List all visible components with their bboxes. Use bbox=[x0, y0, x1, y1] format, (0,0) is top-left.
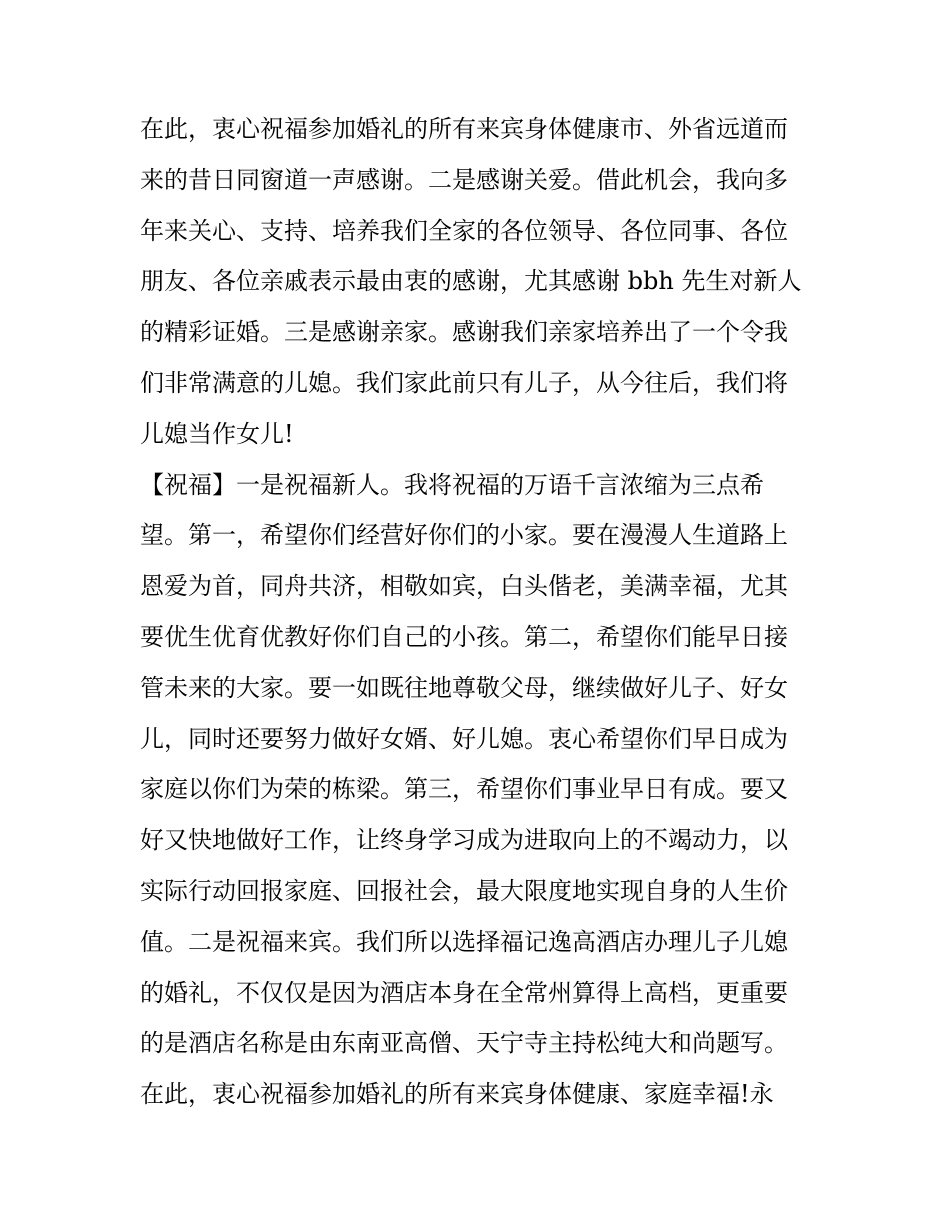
text-line: 实际行动回报家庭、回报社会，最大限度地实现自身的人生价 bbox=[140, 876, 788, 905]
text-line: 好又快地做好工作，让终身学习成为进取向上的不竭动力，以 bbox=[140, 826, 788, 855]
text-line: 年来关心、支持、培养我们全家的各位领导、各位同事、各位 bbox=[140, 216, 788, 245]
text-line: 儿，同时还要努力做好女婿、好儿媳。衷心希望你们早日成为 bbox=[140, 724, 788, 753]
text-line: 在此，衷心祝福参加婚礼的所有来宾身体健康、家庭幸福!永 bbox=[140, 1080, 774, 1109]
text-line: 管未来的大家。要一如既往地尊敬父母，继续做好儿子、好女 bbox=[140, 673, 788, 702]
text-line: 望。第一，希望你们经营好你们的小家。要在漫漫人生道路上 bbox=[140, 521, 788, 550]
text-line: 来的昔日同窗道一声感谢。二是感谢关爱。借此机会，我向多 bbox=[140, 165, 788, 194]
text-line: 的婚礼，不仅仅是因为酒店本身在全常州算得上高档，更重要 bbox=[140, 978, 788, 1007]
text-line: 恩爱为首，同舟共济，相敬如宾，白头偕老，美满幸福，尤其 bbox=[140, 572, 788, 601]
text-line: 要优生优育优教好你们自己的小孩。第二，希望你们能早日接 bbox=[140, 622, 788, 651]
text-line: 在此，衷心祝福参加婚礼的所有来宾身体健康市、外省远道而 bbox=[140, 115, 788, 143]
text-line: 的精彩证婚。三是感谢亲家。感谢我们亲家培养出了一个令我 bbox=[140, 318, 788, 347]
text-line: 家庭以你们为荣的栋梁。第三，希望你们事业早日有成。要又 bbox=[140, 775, 788, 804]
text-line: 朋友、各位亲戚表示最由衷的感谢，尤其感谢 bbh 先生对新人 bbox=[140, 267, 802, 296]
text-line: 儿媳当作女儿! bbox=[140, 419, 294, 448]
text-line: 【祝福】一是祝福新人。我将祝福的万语千言浓缩为三点希 bbox=[140, 470, 764, 499]
document-body bbox=[140, 104, 820, 1120]
text-line: 们非常满意的儿媳。我们家此前只有儿子，从今往后，我们将 bbox=[140, 368, 788, 397]
text-line: 的是酒店名称是由东南亚高僧、天宁寺主持松纯大和尚题写。 bbox=[140, 1029, 788, 1058]
text-line: 值。二是祝福来宾。我们所以选择福记逸高酒店办理儿子儿媳 bbox=[140, 927, 788, 956]
